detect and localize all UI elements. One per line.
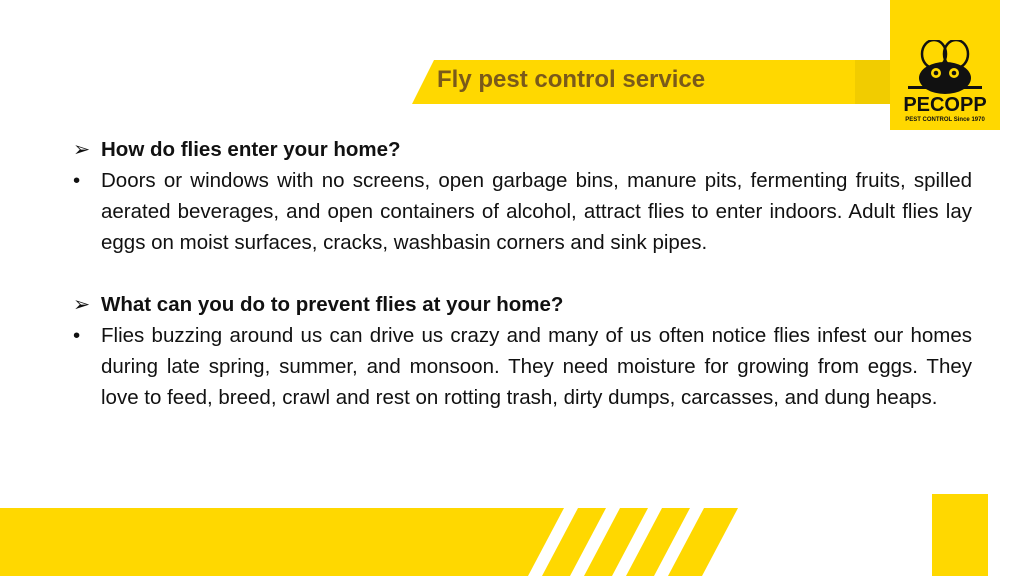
bottom-stripe-band bbox=[0, 494, 1024, 576]
question-heading bbox=[70, 134, 972, 165]
content-body bbox=[70, 134, 972, 413]
bullet-paragraph bbox=[70, 165, 972, 258]
fly-mascot-icon bbox=[906, 40, 984, 94]
question-text: What can you do to prevent flies at your home? bbox=[101, 293, 564, 316]
bullet-dot-icon: • bbox=[73, 169, 81, 192]
bullet-paragraph bbox=[70, 320, 972, 413]
arrow-bullet-icon: ➢ bbox=[73, 293, 91, 316]
bullet-text: Flies buzzing around us can drive us crazy and many of us often notice flies infest our homes during late spring, summer, and monsoon. They need moisture for growing from eggs. They love to feed, breed, crawl and rest on rotting trash, dirty dumps, carcasses, and dung heaps. bbox=[101, 324, 972, 409]
logo-tagline: PEST CONTROL Since 1970 bbox=[905, 117, 985, 123]
page-title: Fly pest control service bbox=[437, 66, 706, 93]
pecopp-logo[interactable] bbox=[890, 0, 1000, 130]
question-text: How do flies enter your home? bbox=[101, 138, 401, 161]
logo-name: PECOPP bbox=[903, 94, 987, 116]
arrow-bullet-icon: ➢ bbox=[73, 138, 91, 161]
question-heading bbox=[70, 289, 972, 320]
bullet-dot-icon: • bbox=[73, 324, 81, 347]
bullet-text: Doors or windows with no screens, open garbage bins, manure pits, fermenting fruits, spilled aerated beverages, and open containers of alcohol, attract flies to enter indoors. Adult flies lay eggs on moist surfaces, cracks, washbasin corners and sink pipes. bbox=[101, 169, 972, 254]
